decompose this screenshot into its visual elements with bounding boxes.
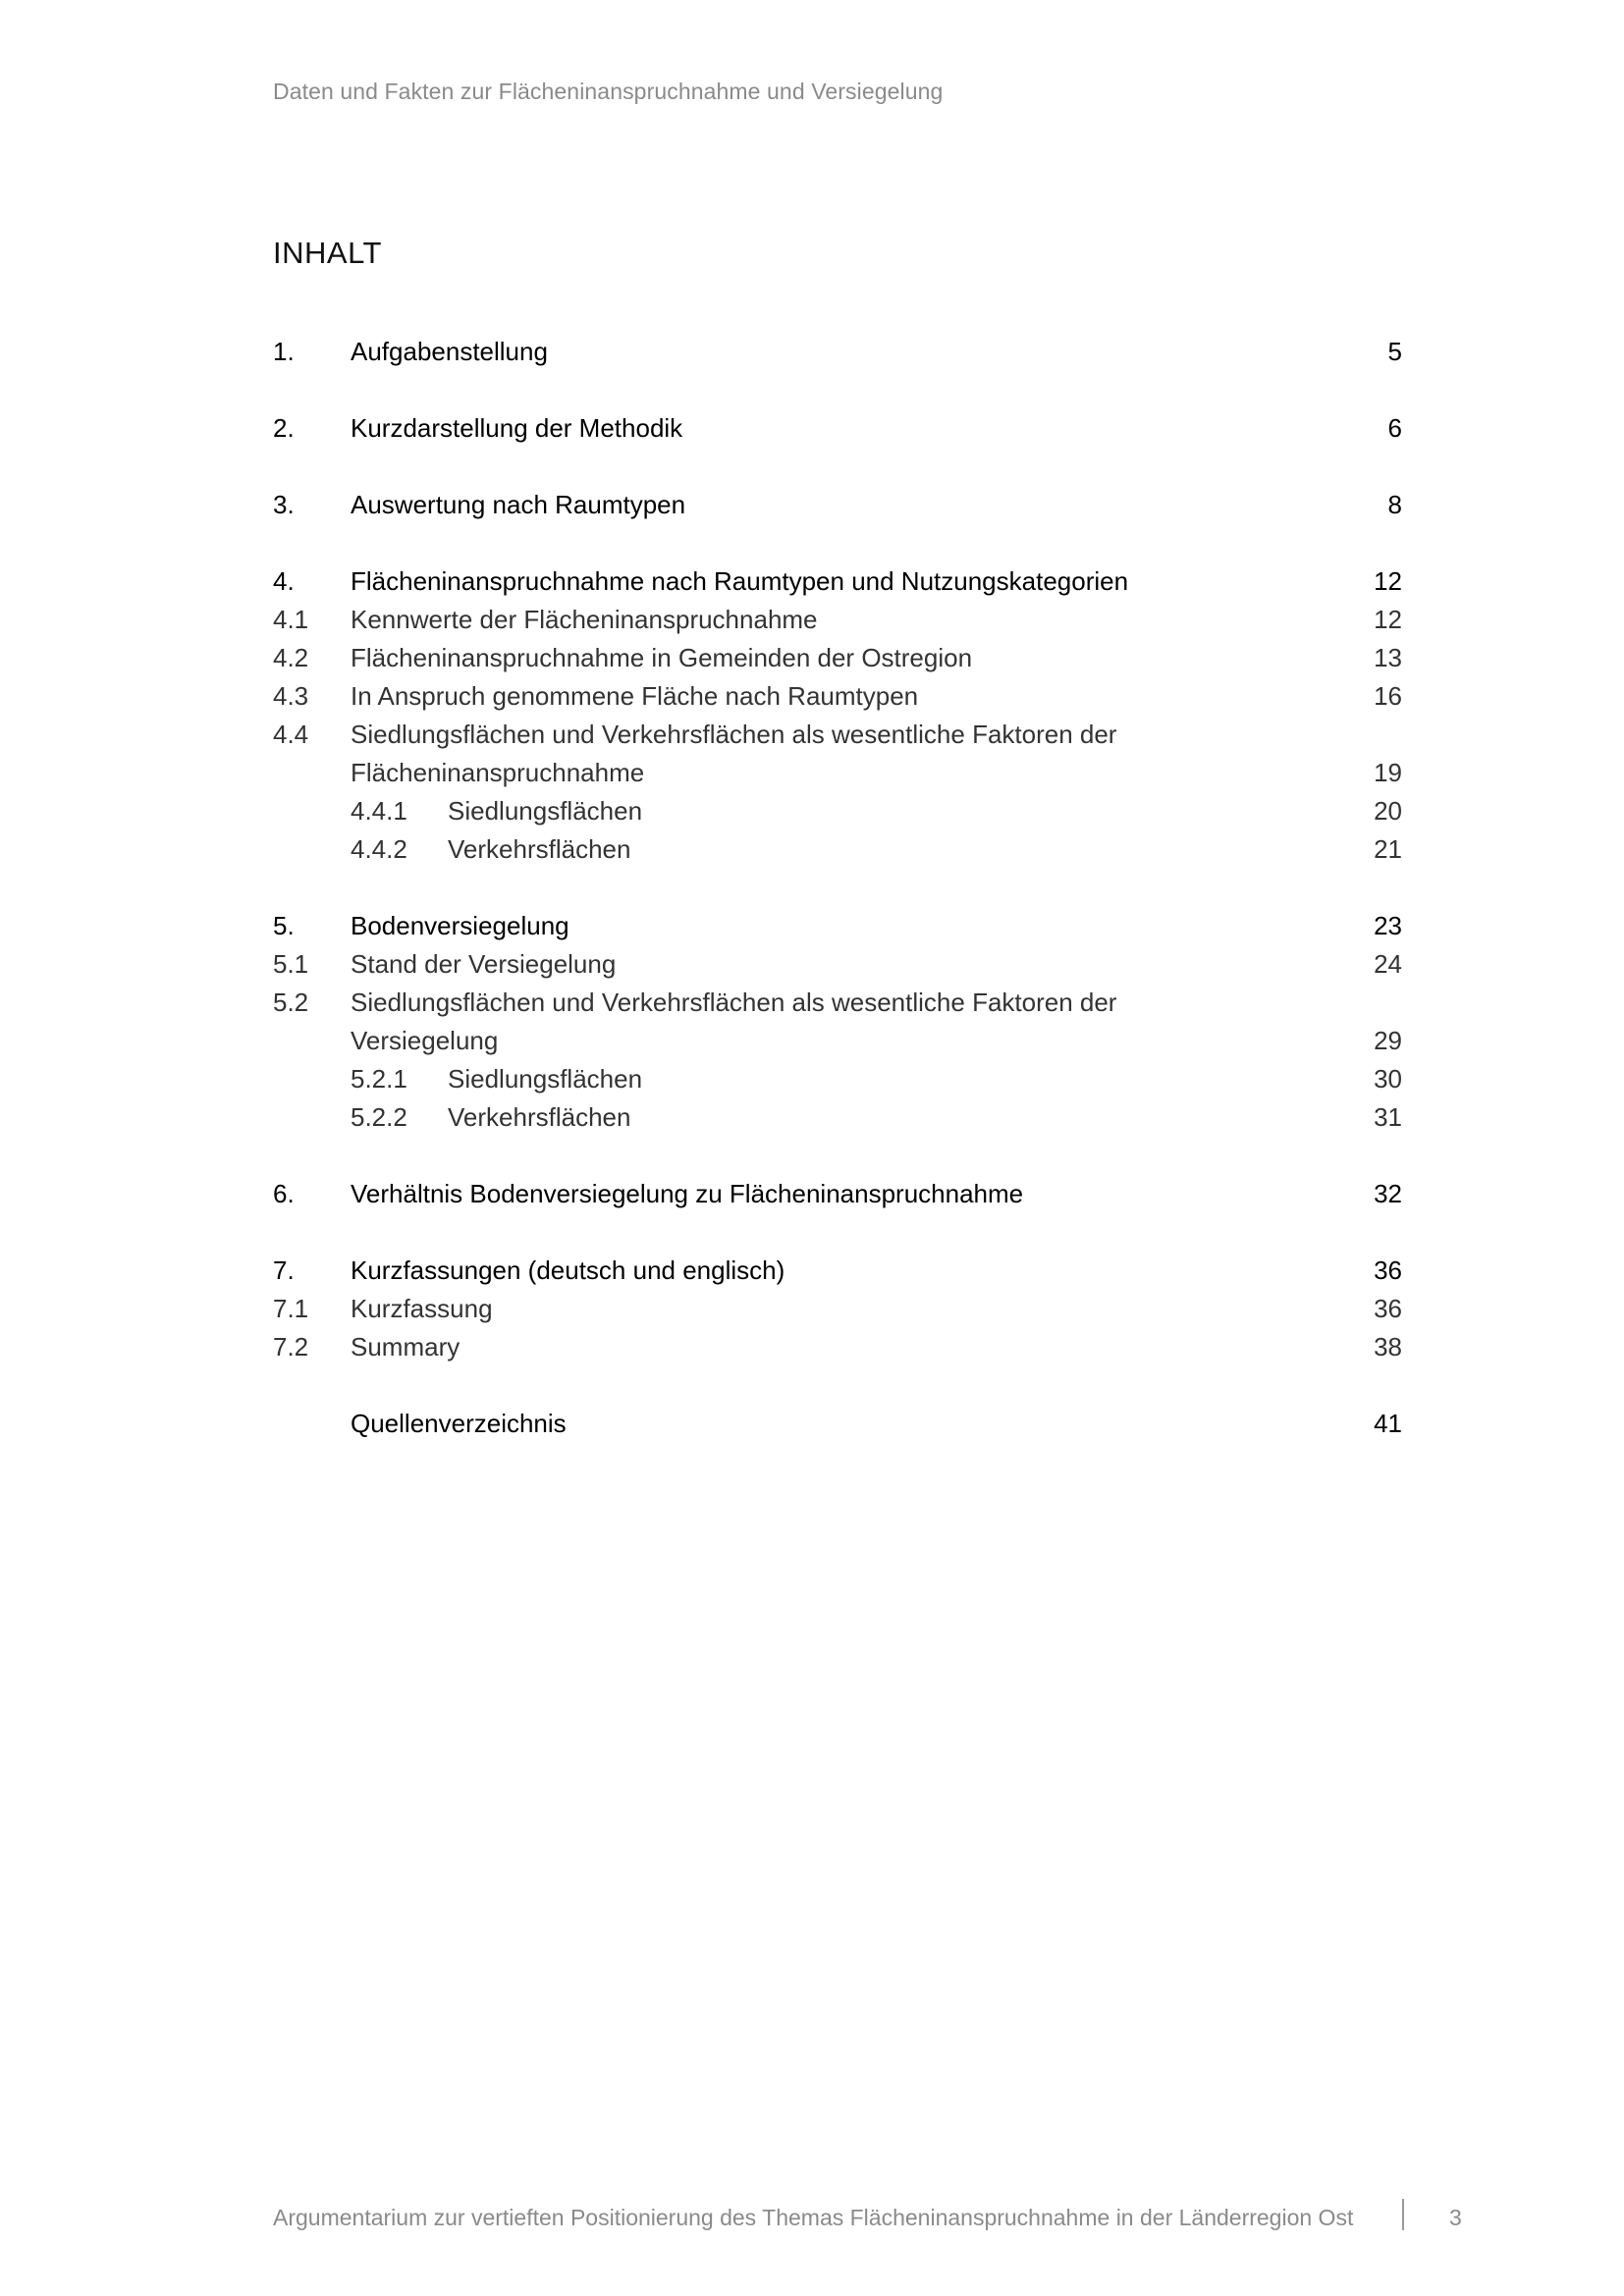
toc-entry-number: 4.3: [273, 681, 309, 711]
toc-entry-number: 5.2: [273, 988, 309, 1017]
toc-entry[interactable]: [273, 907, 1402, 944]
toc-entry[interactable]: [273, 677, 1402, 715]
toc-entry-title: Aufgabenstellung: [351, 337, 548, 366]
toc-entry-title: Flächeninanspruchnahme in Gemeinden der Ostregion: [351, 643, 973, 672]
toc-entry-page: 20: [1374, 796, 1402, 826]
toc-entry[interactable]: [273, 716, 1402, 753]
toc-entry-number: 4.4.1: [351, 796, 407, 826]
toc-entry-title: Auswertung nach Raumtypen: [351, 490, 686, 519]
toc-entry[interactable]: [273, 945, 1402, 983]
toc-entry[interactable]: [273, 984, 1402, 1021]
toc-entry-page: 32: [1374, 1179, 1402, 1208]
toc-entry-page: 24: [1374, 949, 1402, 979]
toc-entry-page: 36: [1374, 1255, 1402, 1285]
toc-entry-number: 5.2.1: [351, 1064, 407, 1094]
toc-entry-title: In Anspruch genommene Fläche nach Raumtypen: [351, 681, 919, 711]
toc-entry-title: Kennwerte der Flächeninanspruchnahme: [351, 605, 818, 634]
toc-entry-number: 4.1: [273, 605, 309, 634]
toc-entry[interactable]: [273, 1290, 1402, 1327]
toc-entry-title: Verkehrsflächen: [448, 834, 631, 864]
toc-entry-number: 7.: [273, 1255, 295, 1285]
toc-entry[interactable]: [273, 830, 1402, 868]
toc-entry-number: 6.: [273, 1179, 295, 1208]
toc-entry[interactable]: [273, 1175, 1402, 1212]
toc-entry-title: Summary: [351, 1332, 460, 1362]
toc-entry-page: 16: [1374, 681, 1402, 711]
toc-entry-title: Quellenverzeichnis: [351, 1409, 567, 1438]
toc-entry-number: 5.2.2: [351, 1102, 407, 1132]
toc-entry[interactable]: [273, 1328, 1402, 1365]
toc-entry-number: 4.4.2: [351, 834, 407, 864]
toc-entry-number: 4.2: [273, 643, 309, 672]
toc-entry-page: 41: [1374, 1409, 1402, 1438]
page-number: 3: [1449, 2205, 1462, 2230]
toc-entry-number: 3.: [273, 490, 295, 519]
running-header: Daten und Fakten zur Flächeninanspruchnahme und Versiegelung: [273, 79, 944, 104]
toc-title: INHALT: [273, 236, 382, 270]
toc-entry-title: Siedlungsflächen: [448, 796, 643, 826]
toc-entry-page: 23: [1374, 911, 1402, 940]
toc-entry-title: Flächeninanspruchnahme nach Raumtypen und Nutzungskategorien: [351, 566, 1129, 596]
toc-entry-page: 21: [1374, 834, 1402, 864]
toc-entry[interactable]: [273, 639, 1402, 676]
toc-entry[interactable]: [273, 754, 1402, 791]
toc-entry-page: 8: [1387, 490, 1402, 519]
toc-entry-page: 12: [1374, 605, 1402, 634]
toc-entry-page: 30: [1374, 1064, 1402, 1094]
toc-entry-title: Verhältnis Bodenversiegelung zu Flächeninanspruchnahme: [351, 1179, 1024, 1208]
toc-entry-page: 36: [1374, 1294, 1402, 1323]
toc-entry-page: 19: [1374, 758, 1402, 787]
toc-entry[interactable]: [273, 1252, 1402, 1289]
toc-entry-page: 13: [1374, 643, 1402, 672]
toc-entry-page: 38: [1374, 1332, 1402, 1362]
toc-entry-number: 4.4: [273, 720, 309, 749]
toc-entry-page: 6: [1387, 413, 1402, 443]
toc-entry[interactable]: [273, 792, 1402, 829]
toc-entry-number: 2.: [273, 413, 295, 443]
toc-entry[interactable]: [273, 601, 1402, 638]
toc-entry-page: 5: [1387, 337, 1402, 366]
toc-entry-title: Siedlungsflächen: [448, 1064, 643, 1094]
toc-entry-title: Kurzfassung: [351, 1294, 493, 1323]
toc-entry-number: 1.: [273, 337, 295, 366]
toc-entry-number: 7.2: [273, 1332, 309, 1362]
toc-entry[interactable]: [273, 486, 1402, 523]
toc-entry-title: Kurzfassungen (deutsch und englisch): [351, 1255, 785, 1285]
toc-entry-title: Flächeninanspruchnahme: [351, 758, 645, 787]
toc-entry-number: 4.: [273, 566, 295, 596]
toc-entry-page: 29: [1374, 1026, 1402, 1055]
toc-entry-title: Siedlungsflächen und Verkehrsflächen als wesentliche Faktoren der: [351, 720, 1117, 749]
toc-entry[interactable]: [273, 1060, 1402, 1097]
toc-entry-page: 12: [1374, 566, 1402, 596]
toc-entry[interactable]: [273, 1405, 1402, 1442]
running-footer: Argumentarium zur vertieften Positionierung des Themas Flächeninanspruchnahme in der Länderregion Ost: [273, 2205, 1354, 2230]
toc-entry[interactable]: [273, 409, 1402, 447]
toc-entry[interactable]: [273, 562, 1402, 600]
toc-entry-number: 5.: [273, 911, 295, 940]
toc-entry-page: 31: [1374, 1102, 1402, 1132]
toc-entry[interactable]: [273, 333, 1402, 370]
toc-entry-title: Bodenversiegelung: [351, 911, 569, 940]
toc-entry[interactable]: [273, 1022, 1402, 1059]
toc-entry-title: Versiegelung: [351, 1026, 499, 1055]
toc-entry-number: 7.1: [273, 1294, 309, 1323]
toc-entry[interactable]: [273, 1098, 1402, 1136]
toc-entry-number: 5.1: [273, 949, 309, 979]
footer-separator: [1402, 2199, 1404, 2230]
toc-entry-title: Stand der Versiegelung: [351, 949, 617, 979]
toc-entry-title: Kurzdarstellung der Methodik: [351, 413, 683, 443]
toc-entry-title: Siedlungsflächen und Verkehrsflächen als wesentliche Faktoren der: [351, 988, 1117, 1017]
toc-entry-title: Verkehrsflächen: [448, 1102, 631, 1132]
